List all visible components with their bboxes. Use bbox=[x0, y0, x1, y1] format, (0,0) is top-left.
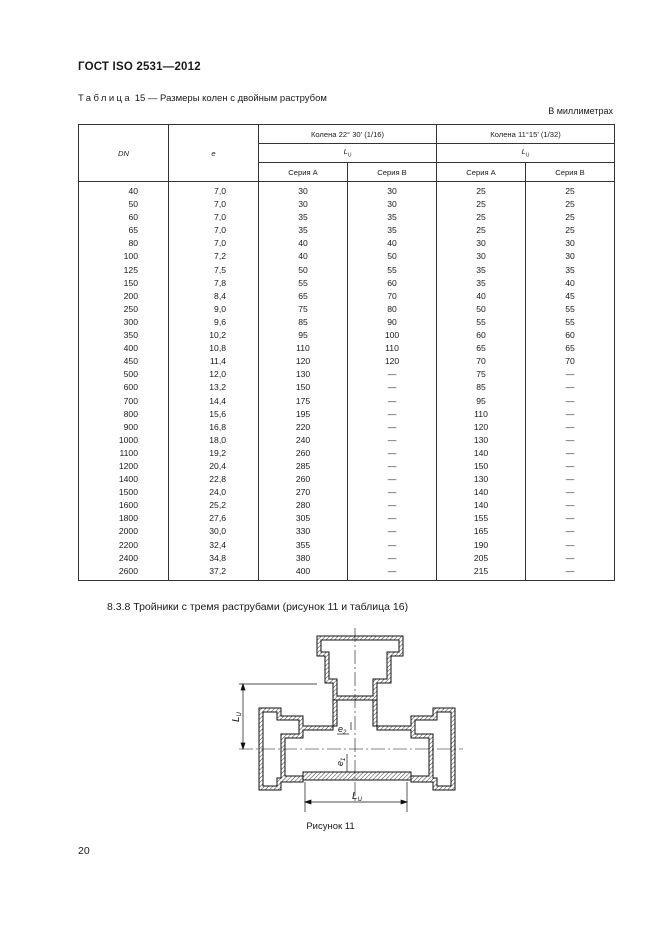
table-caption-prefix: Таблица bbox=[78, 93, 133, 104]
cell-11-series-a: 30 bbox=[437, 237, 526, 250]
cell-22-series-a: 305 bbox=[259, 512, 348, 525]
table-row bbox=[79, 499, 615, 512]
cell-11-series-a: 75 bbox=[437, 368, 526, 381]
cell-dn: 450 bbox=[79, 355, 169, 368]
dim-label-lu-vertical: $L_U$ bbox=[231, 712, 243, 722]
cell-22-series-b: 90 bbox=[348, 316, 437, 329]
col-dn-header: DN bbox=[79, 125, 169, 182]
dimension-lines bbox=[239, 684, 407, 812]
cell-11-series-a: 70 bbox=[437, 355, 526, 368]
cell-11-series-a: 30 bbox=[437, 250, 526, 263]
cell-11-series-b: 65 bbox=[526, 342, 615, 355]
table-row bbox=[79, 552, 615, 565]
cell-22-series-b: — bbox=[348, 565, 437, 581]
cell-22-series-b: 110 bbox=[348, 342, 437, 355]
cell-e: 9,6 bbox=[169, 316, 259, 329]
table-row bbox=[79, 329, 615, 342]
cell-e: 37,2 bbox=[169, 565, 259, 581]
cell-22-series-b: 60 bbox=[348, 277, 437, 290]
cell-11-series-b: — bbox=[526, 447, 615, 460]
cell-11-series-a: 25 bbox=[437, 198, 526, 211]
cell-e: 18,0 bbox=[169, 434, 259, 447]
table-row bbox=[79, 565, 615, 581]
cell-dn: 900 bbox=[79, 421, 169, 434]
cell-22-series-a: 260 bbox=[259, 447, 348, 460]
cell-11-series-b: 25 bbox=[526, 224, 615, 237]
cell-22-series-b: 120 bbox=[348, 355, 437, 368]
table-caption bbox=[78, 93, 327, 104]
cell-11-series-a: 130 bbox=[437, 434, 526, 447]
cell-11-series-b: 30 bbox=[526, 250, 615, 263]
cell-11-series-a: 35 bbox=[437, 277, 526, 290]
cell-e: 10,2 bbox=[169, 329, 259, 342]
cell-11-series-a: 140 bbox=[437, 499, 526, 512]
cell-22-series-a: 175 bbox=[259, 395, 348, 408]
cell-dn: 800 bbox=[79, 408, 169, 421]
cell-e: 27,6 bbox=[169, 512, 259, 525]
cell-dn: 700 bbox=[79, 395, 169, 408]
cell-22-series-a: 260 bbox=[259, 473, 348, 486]
table-row bbox=[79, 182, 615, 199]
cell-dn: 500 bbox=[79, 368, 169, 381]
cell-22-series-a: 270 bbox=[259, 486, 348, 499]
cell-e: 11,4 bbox=[169, 355, 259, 368]
cell-dn: 1000 bbox=[79, 434, 169, 447]
cell-11-series-b: — bbox=[526, 512, 615, 525]
cell-dn: 60 bbox=[79, 211, 169, 224]
cell-11-series-b: 55 bbox=[526, 303, 615, 316]
group2-header: Колена 11°15' (1/32) bbox=[437, 125, 615, 144]
table-row bbox=[79, 486, 615, 499]
cell-22-series-a: 400 bbox=[259, 565, 348, 581]
cell-e: 22,8 bbox=[169, 473, 259, 486]
table-row bbox=[79, 198, 615, 211]
cell-22-series-b: — bbox=[348, 421, 437, 434]
document-header: ГОСТ ISO 2531—2012 bbox=[78, 61, 201, 73]
cell-11-series-b: 30 bbox=[526, 237, 615, 250]
cell-22-series-a: 30 bbox=[259, 198, 348, 211]
cell-22-series-a: 85 bbox=[259, 316, 348, 329]
cell-22-series-b: — bbox=[348, 473, 437, 486]
cell-11-series-b: — bbox=[526, 434, 615, 447]
cell-22-series-a: 380 bbox=[259, 552, 348, 565]
cell-e: 7,0 bbox=[169, 211, 259, 224]
cell-11-series-a: 25 bbox=[437, 224, 526, 237]
series-b-header: Серия В bbox=[348, 163, 437, 182]
cell-dn: 1200 bbox=[79, 460, 169, 473]
table-body bbox=[79, 182, 615, 581]
cell-22-series-a: 35 bbox=[259, 211, 348, 224]
cell-22-series-b: — bbox=[348, 434, 437, 447]
cell-dn: 2200 bbox=[79, 539, 169, 552]
cell-dn: 65 bbox=[79, 224, 169, 237]
cell-22-series-a: 30 bbox=[259, 182, 348, 199]
cell-dn: 125 bbox=[79, 264, 169, 277]
cell-22-series-b: 70 bbox=[348, 290, 437, 303]
cell-11-series-b: 55 bbox=[526, 316, 615, 329]
cell-22-series-b: — bbox=[348, 381, 437, 394]
cell-e: 12,0 bbox=[169, 368, 259, 381]
cell-e: 7,0 bbox=[169, 224, 259, 237]
cell-e: 24,0 bbox=[169, 486, 259, 499]
cell-dn: 2600 bbox=[79, 565, 169, 581]
cell-22-series-a: 95 bbox=[259, 329, 348, 342]
cell-11-series-a: 60 bbox=[437, 329, 526, 342]
cell-11-series-a: 155 bbox=[437, 512, 526, 525]
cell-22-series-a: 195 bbox=[259, 408, 348, 421]
cell-22-series-a: 130 bbox=[259, 368, 348, 381]
cell-11-series-b: 25 bbox=[526, 182, 615, 199]
cell-22-series-b: — bbox=[348, 499, 437, 512]
table-row bbox=[79, 303, 615, 316]
cell-11-series-a: 40 bbox=[437, 290, 526, 303]
cell-22-series-a: 220 bbox=[259, 421, 348, 434]
cell-e: 14,4 bbox=[169, 395, 259, 408]
cell-22-series-b: — bbox=[348, 525, 437, 538]
cell-e: 25,2 bbox=[169, 499, 259, 512]
cell-11-series-b: — bbox=[526, 368, 615, 381]
cell-11-series-a: 215 bbox=[437, 565, 526, 581]
cell-e: 8,4 bbox=[169, 290, 259, 303]
dim-label-lu-horizontal: $L_U$ bbox=[352, 791, 362, 803]
cell-e: 7,0 bbox=[169, 182, 259, 199]
cell-11-series-a: 120 bbox=[437, 421, 526, 434]
cell-22-series-b: — bbox=[348, 460, 437, 473]
cell-11-series-b: — bbox=[526, 486, 615, 499]
cell-e: 7,0 bbox=[169, 237, 259, 250]
cell-22-series-a: 40 bbox=[259, 250, 348, 263]
cell-22-series-b: — bbox=[348, 512, 437, 525]
cell-22-series-b: 30 bbox=[348, 182, 437, 199]
table-row bbox=[79, 264, 615, 277]
cell-11-series-a: 95 bbox=[437, 395, 526, 408]
cell-11-series-a: 165 bbox=[437, 525, 526, 538]
table-row bbox=[79, 434, 615, 447]
series-a-header: Серия А bbox=[259, 163, 348, 182]
cell-11-series-b: 35 bbox=[526, 264, 615, 277]
cell-11-series-b: — bbox=[526, 381, 615, 394]
cell-22-series-b: — bbox=[348, 552, 437, 565]
table-row bbox=[79, 460, 615, 473]
table-row bbox=[79, 421, 615, 434]
section-heading: 8.3.8 Тройники с тремя раструбами (рисунок 11 и таблица 16) bbox=[107, 601, 409, 613]
cell-11-series-b: — bbox=[526, 499, 615, 512]
cell-22-series-b: — bbox=[348, 408, 437, 421]
cell-e: 30,0 bbox=[169, 525, 259, 538]
cell-11-series-a: 85 bbox=[437, 381, 526, 394]
cell-11-series-b: 45 bbox=[526, 290, 615, 303]
cell-e: 10,8 bbox=[169, 342, 259, 355]
cell-dn: 350 bbox=[79, 329, 169, 342]
table-row bbox=[79, 539, 615, 552]
cell-22-series-a: 65 bbox=[259, 290, 348, 303]
cell-22-series-a: 40 bbox=[259, 237, 348, 250]
cell-e: 9,0 bbox=[169, 303, 259, 316]
cell-11-series-a: 140 bbox=[437, 447, 526, 460]
cell-11-series-a: 65 bbox=[437, 342, 526, 355]
cell-22-series-b: 100 bbox=[348, 329, 437, 342]
cell-11-series-b: — bbox=[526, 565, 615, 581]
tee-body-drawing bbox=[259, 636, 455, 790]
cell-22-series-a: 55 bbox=[259, 277, 348, 290]
cell-e: 15,6 bbox=[169, 408, 259, 421]
cell-e: 34,8 bbox=[169, 552, 259, 565]
cell-22-series-a: 75 bbox=[259, 303, 348, 316]
cell-dn: 1800 bbox=[79, 512, 169, 525]
page-number: 20 bbox=[78, 845, 90, 857]
cell-11-series-b: 40 bbox=[526, 277, 615, 290]
cell-dn: 1600 bbox=[79, 499, 169, 512]
cell-22-series-a: 330 bbox=[259, 525, 348, 538]
cell-11-series-b: 60 bbox=[526, 329, 615, 342]
table-row bbox=[79, 237, 615, 250]
table-row bbox=[79, 368, 615, 381]
cell-22-series-b: — bbox=[348, 486, 437, 499]
tee-figure bbox=[225, 626, 465, 821]
table-row bbox=[79, 408, 615, 421]
cell-e: 7,2 bbox=[169, 250, 259, 263]
cell-22-series-a: 240 bbox=[259, 434, 348, 447]
cell-22-series-b: 40 bbox=[348, 237, 437, 250]
cell-e: 20,4 bbox=[169, 460, 259, 473]
cell-e: 13,2 bbox=[169, 381, 259, 394]
cell-22-series-a: 355 bbox=[259, 539, 348, 552]
cell-22-series-b: 55 bbox=[348, 264, 437, 277]
cell-22-series-a: 150 bbox=[259, 381, 348, 394]
table-row bbox=[79, 290, 615, 303]
table-row bbox=[79, 512, 615, 525]
cell-22-series-b: 80 bbox=[348, 303, 437, 316]
series-a-header: Серия А bbox=[437, 163, 526, 182]
cell-e: 16,8 bbox=[169, 421, 259, 434]
cell-22-series-a: 35 bbox=[259, 224, 348, 237]
cell-dn: 2000 bbox=[79, 525, 169, 538]
table-row bbox=[79, 381, 615, 394]
cell-dn: 150 bbox=[79, 277, 169, 290]
cell-11-series-a: 25 bbox=[437, 211, 526, 224]
table-row bbox=[79, 342, 615, 355]
cell-11-series-b: 25 bbox=[526, 211, 615, 224]
dim-label-e2: $e_2$ bbox=[338, 724, 347, 736]
cell-11-series-b: — bbox=[526, 473, 615, 486]
table-row bbox=[79, 211, 615, 224]
cell-dn: 1400 bbox=[79, 473, 169, 486]
cell-11-series-a: 50 bbox=[437, 303, 526, 316]
cell-11-series-b: — bbox=[526, 539, 615, 552]
cell-11-series-b: — bbox=[526, 525, 615, 538]
cell-11-series-a: 205 bbox=[437, 552, 526, 565]
cell-22-series-a: 110 bbox=[259, 342, 348, 355]
cell-11-series-b: 25 bbox=[526, 198, 615, 211]
table-caption-text: 15 — Размеры колен с двойным раструбом bbox=[132, 93, 327, 104]
lu-header-2: $L_U$ bbox=[437, 144, 615, 163]
cell-dn: 50 bbox=[79, 198, 169, 211]
cell-11-series-b: — bbox=[526, 552, 615, 565]
cell-11-series-a: 140 bbox=[437, 486, 526, 499]
cell-dn: 600 bbox=[79, 381, 169, 394]
cell-dn: 1500 bbox=[79, 486, 169, 499]
table-row bbox=[79, 250, 615, 263]
col-e-header: e bbox=[169, 125, 259, 182]
table-row bbox=[79, 525, 615, 538]
series-b-header: Серия В bbox=[526, 163, 615, 182]
dimensions-table bbox=[78, 124, 615, 581]
table-row bbox=[79, 355, 615, 368]
cell-22-series-a: 50 bbox=[259, 264, 348, 277]
cell-22-series-b: — bbox=[348, 395, 437, 408]
cell-dn: 1100 bbox=[79, 447, 169, 460]
cell-e: 19,2 bbox=[169, 447, 259, 460]
dim-label-e1: $e_1$ bbox=[335, 757, 347, 766]
table-row bbox=[79, 395, 615, 408]
cell-22-series-b: 35 bbox=[348, 211, 437, 224]
cell-22-series-a: 120 bbox=[259, 355, 348, 368]
table-row bbox=[79, 224, 615, 237]
cell-11-series-a: 25 bbox=[437, 182, 526, 199]
cell-dn: 40 bbox=[79, 182, 169, 199]
cell-11-series-b: — bbox=[526, 421, 615, 434]
cell-22-series-b: 30 bbox=[348, 198, 437, 211]
cell-11-series-a: 130 bbox=[437, 473, 526, 486]
figure-caption: Рисунок 11 bbox=[306, 821, 355, 832]
cell-11-series-a: 35 bbox=[437, 264, 526, 277]
table-row bbox=[79, 473, 615, 486]
cell-22-series-b: — bbox=[348, 368, 437, 381]
table-row bbox=[79, 447, 615, 460]
cell-e: 7,8 bbox=[169, 277, 259, 290]
cell-dn: 2400 bbox=[79, 552, 169, 565]
cell-22-series-b: 50 bbox=[348, 250, 437, 263]
cell-dn: 250 bbox=[79, 303, 169, 316]
cell-11-series-b: — bbox=[526, 395, 615, 408]
cell-22-series-a: 280 bbox=[259, 499, 348, 512]
cell-11-series-a: 55 bbox=[437, 316, 526, 329]
table-row bbox=[79, 316, 615, 329]
group1-header: Колена 22° 30' (1/16) bbox=[259, 125, 437, 144]
cell-e: 7,5 bbox=[169, 264, 259, 277]
table-units: В миллиметрах bbox=[548, 106, 613, 116]
cell-11-series-a: 190 bbox=[437, 539, 526, 552]
cell-dn: 400 bbox=[79, 342, 169, 355]
cell-22-series-b: 35 bbox=[348, 224, 437, 237]
cell-11-series-b: — bbox=[526, 408, 615, 421]
cell-dn: 100 bbox=[79, 250, 169, 263]
cell-11-series-b: 70 bbox=[526, 355, 615, 368]
cell-dn: 300 bbox=[79, 316, 169, 329]
cell-11-series-a: 110 bbox=[437, 408, 526, 421]
cell-22-series-b: — bbox=[348, 539, 437, 552]
table-row bbox=[79, 277, 615, 290]
cell-22-series-b: — bbox=[348, 447, 437, 460]
cell-dn: 80 bbox=[79, 237, 169, 250]
cell-11-series-a: 150 bbox=[437, 460, 526, 473]
cell-11-series-b: — bbox=[526, 460, 615, 473]
cell-e: 32,4 bbox=[169, 539, 259, 552]
cell-22-series-a: 285 bbox=[259, 460, 348, 473]
cell-e: 7,0 bbox=[169, 198, 259, 211]
lu-header-1: $L_U$ bbox=[259, 144, 437, 163]
cell-dn: 200 bbox=[79, 290, 169, 303]
